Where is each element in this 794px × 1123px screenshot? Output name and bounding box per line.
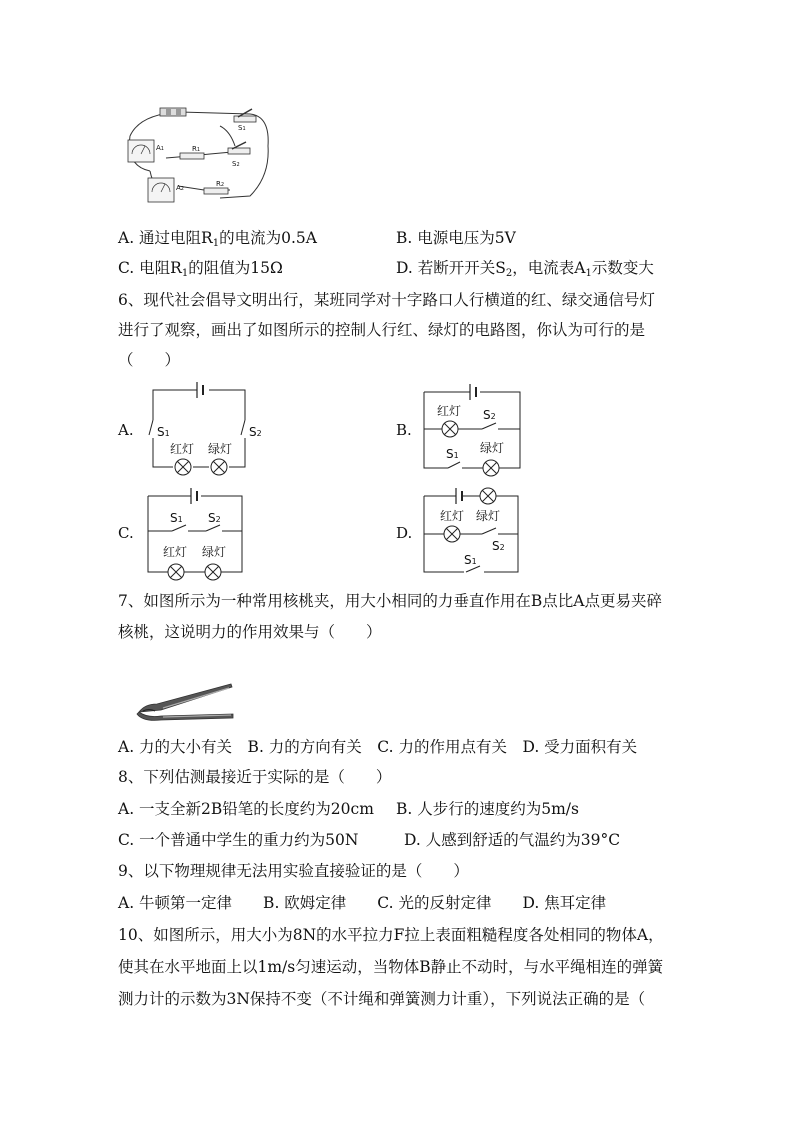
switch-s2-icon bbox=[228, 142, 250, 154]
q8-stem: 8、下列估测最接近于实际的是（ ） bbox=[118, 768, 392, 786]
q6-stem-line3: （ ） bbox=[118, 351, 181, 369]
nutcracker-image bbox=[135, 678, 235, 722]
svg-text:S1: S1 bbox=[170, 511, 183, 525]
q8-option-d: D. 人感到舒适的气温约为39°C bbox=[404, 831, 621, 849]
svg-text:R2: R2 bbox=[216, 180, 225, 188]
q6-label-d: D. bbox=[396, 524, 413, 542]
q9-options: A. 牛顿第一定律 B. 欧姆定律 C. 光的反射定律 D. 焦耳定律 bbox=[118, 894, 607, 912]
svg-text:R1: R1 bbox=[192, 145, 201, 153]
q8-option-b: B. 人步行的速度约为5m/s bbox=[396, 800, 579, 818]
q10-stem-line3: 测力计的示数为3N保持不变（不计绳和弹簧测力计重），下列说法正确的是（ bbox=[118, 990, 646, 1008]
q6-circuit-c bbox=[146, 486, 251, 576]
svg-text:红灯: 红灯 bbox=[170, 442, 195, 456]
q6-stem-line2: 进行了观察，画出了如图所示的控制人行红、绿灯的电路图，你认为可行的是 bbox=[118, 321, 646, 339]
q6-label-c: C. bbox=[118, 524, 134, 542]
svg-text:A1: A1 bbox=[156, 144, 164, 152]
svg-text:S1: S1 bbox=[464, 553, 477, 567]
q5-option-c: C. 电阻$R_1$的阻值为15Ω bbox=[118, 259, 283, 279]
svg-text:S2: S2 bbox=[249, 425, 262, 439]
q8-option-a: A. 一支全新2B铅笔的长度约为20cm bbox=[118, 800, 374, 818]
svg-text:S2: S2 bbox=[492, 539, 505, 553]
q8-option-c: C. 一个普通中学生的重力约为50N bbox=[118, 831, 359, 849]
svg-text:红灯: 红灯 bbox=[437, 404, 462, 418]
q6-circuit-d bbox=[420, 486, 530, 576]
svg-text:A2: A2 bbox=[176, 184, 184, 192]
q6-stem-line1: 6、现代社会倡导文明出行，某班同学对十字路口人行横道的红、绿交通信号灯 bbox=[118, 291, 655, 309]
svg-text:绿灯: 绿灯 bbox=[480, 441, 505, 455]
switch-s1-icon bbox=[234, 109, 256, 122]
svg-text:S1: S1 bbox=[446, 447, 459, 461]
svg-text:S1: S1 bbox=[157, 425, 170, 439]
q6-circuit-a bbox=[145, 380, 265, 480]
svg-text:红灯: 红灯 bbox=[163, 545, 188, 559]
q5-option-d: D. 若断开开关$S_2$，电流表$A_1$示数变大 bbox=[396, 259, 654, 279]
svg-text:S2: S2 bbox=[483, 408, 496, 422]
ammeter-a2-icon bbox=[148, 178, 174, 202]
q6-label-a: A. bbox=[118, 421, 134, 439]
q5-circuit-diagram bbox=[120, 106, 280, 211]
svg-text:S1: S1 bbox=[238, 124, 246, 132]
q6-label-b: B. bbox=[396, 421, 412, 439]
q7-stem-line2: 核桃，这说明力的作用效果与（ ） bbox=[118, 623, 382, 641]
q6-circuit-b bbox=[420, 382, 530, 477]
svg-text:红灯: 红灯 bbox=[440, 509, 465, 523]
q10-stem-line2: 使其在水平地面上以1m/s匀速运动，当物体B静止不动时，与水平绳相连的弹簧 bbox=[118, 958, 664, 976]
svg-text:S2: S2 bbox=[208, 511, 221, 525]
resistor-r2-icon bbox=[204, 188, 228, 194]
q5-option-a: A. 通过电阻$R_1$的电流为0.5A bbox=[118, 229, 317, 249]
svg-text:绿灯: 绿灯 bbox=[476, 509, 501, 523]
battery-icon bbox=[160, 108, 186, 116]
q9-stem: 9、以下物理规律无法用实验直接验证的是（ ） bbox=[118, 862, 469, 880]
resistor-r1-icon bbox=[180, 153, 204, 159]
q5-option-b: B. 电源电压为5V bbox=[396, 229, 516, 247]
ammeter-a1-icon bbox=[128, 140, 154, 162]
svg-text:绿灯: 绿灯 bbox=[202, 545, 227, 559]
svg-text:绿灯: 绿灯 bbox=[208, 442, 233, 456]
q7-stem-line1: 7、如图所示为一种常用核桃夹，用大小相同的力垂直作用在B点比A点更易夹碎 bbox=[118, 592, 662, 610]
svg-text:S2: S2 bbox=[232, 160, 240, 168]
q10-stem-line1: 10、如图所示，用大小为8N的水平拉力F拉上表面粗糙程度各处相同的物体A， bbox=[118, 926, 664, 944]
q7-options: A. 力的大小有关 B. 力的方向有关 C. 力的作用点有关 D. 受力面积有关 bbox=[118, 738, 638, 756]
